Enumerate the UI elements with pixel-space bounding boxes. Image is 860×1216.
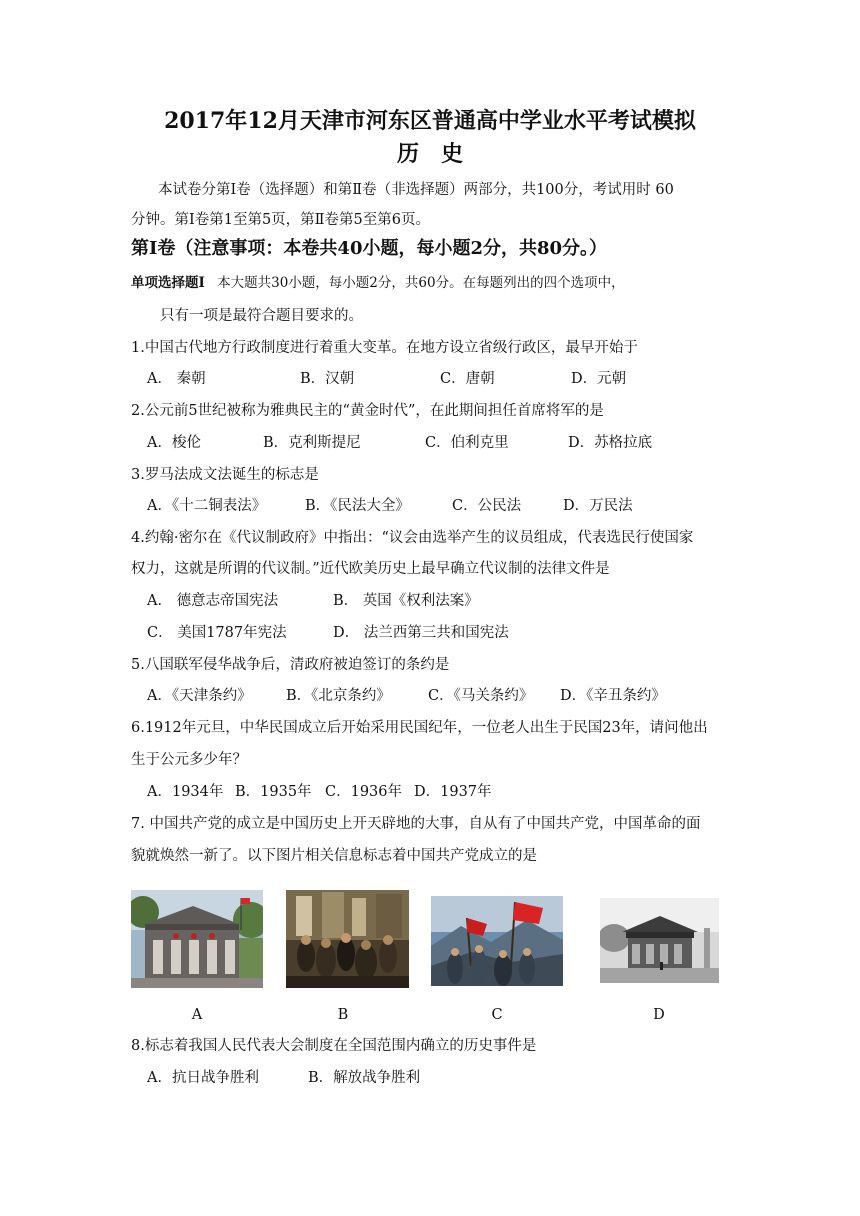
q5-option-a[interactable]: A．《天津条约》	[147, 688, 252, 704]
question-4-stem-1: 4.约翰·密尔在《代议制政府》中指出：“议会由选举产生的议员组成，代表选民行使国家	[131, 530, 694, 546]
q6-option-a[interactable]: A．1934年	[147, 784, 224, 800]
q8-option-a[interactable]: A．抗日战争胜利	[147, 1070, 259, 1086]
q1-option-c[interactable]: C．唐朝	[440, 371, 495, 387]
q3-option-c[interactable]: C．公民法	[452, 498, 522, 514]
q2-option-c[interactable]: C．伯利克里	[425, 435, 509, 451]
q2-option-d[interactable]: D．苏格拉底	[568, 435, 653, 451]
q4-option-b[interactable]: B． 英国《权利法案》	[333, 593, 479, 609]
q5-option-c[interactable]: C．《马关条约》	[428, 688, 534, 704]
part-label: 单项选择题Ⅰ	[131, 275, 205, 291]
q5-option-b[interactable]: B．《北京条约》	[286, 688, 391, 704]
question-7-stem-2: 貌就焕然一新了。以下图片相关信息标志着中国共产党成立的是	[131, 848, 537, 864]
q6-option-b[interactable]: B．1935年	[235, 784, 312, 800]
part-desc-2: 只有一项是最符合题目要求的。	[160, 308, 363, 324]
section-heading: 第Ⅰ卷（注意事项：本卷共40小题，每小题2分，共80分。）	[131, 238, 608, 259]
q8-option-b[interactable]: B．解放战争胜利	[308, 1070, 421, 1086]
question-2-stem: 2.公元前5世纪被称为雅典民主的“黄金时代”，在此期间担任首席将军的是	[131, 403, 604, 419]
photo-c-caption: C	[491, 1007, 503, 1023]
q4-option-d[interactable]: D． 法兰西第三共和国宪法	[333, 625, 509, 641]
q3-option-b[interactable]: B．《民法大全》	[305, 498, 410, 514]
photo-b-crowd-scene[interactable]	[286, 890, 409, 988]
q3-option-d[interactable]: D．万民法	[563, 498, 633, 514]
photo-c-red-flag-painting[interactable]	[431, 896, 563, 986]
part-desc-1: 本大题共30小题，每小题2分，共60分。在每题列出的四个选项中，	[217, 275, 625, 291]
question-3-stem: 3.罗马法成文法诞生的标志是	[131, 467, 319, 483]
question-7-stem-1: 7. 中国共产党的成立是中国历史上开天辟地的大事，自从有了中国共产党，中国革命的面	[131, 816, 701, 832]
subject-title: 历 史	[396, 141, 463, 167]
q6-option-d[interactable]: D．1937年	[414, 784, 492, 800]
photo-b-caption: B	[337, 1007, 349, 1023]
photo-d-historic-building[interactable]	[600, 898, 719, 983]
part-description	[131, 273, 625, 293]
q2-option-a[interactable]: A．梭伦	[147, 435, 201, 451]
q5-option-d[interactable]: D．《辛丑条约》	[560, 688, 666, 704]
question-8-stem: 8.标志着我国人民代表大会制度在全国范围内确立的历史事件是	[131, 1038, 537, 1054]
question-4-stem-2: 权力，这就是所谓的代议制。”近代欧美历史上最早确立代议制的法律文件是	[131, 561, 610, 577]
question-5-stem: 5.八国联军侵华战争后，清政府被迫签订的条约是	[131, 657, 450, 673]
intro-line-2: 分钟。第Ⅰ卷第1至第5页，第Ⅱ卷第5至第6页。	[131, 212, 430, 228]
q1-option-d[interactable]: D．元朝	[571, 371, 627, 387]
question-6-stem-2: 生于公元多少年？	[131, 752, 247, 768]
question-6-stem-1: 6.1912年元旦，中华民国成立后开始采用民国纪年，一位老人出生于民国23年，请问他出	[131, 720, 708, 736]
q3-option-a[interactable]: A．《十二铜表法》	[147, 498, 267, 514]
photo-a-caption: A	[191, 1007, 203, 1023]
intro-line-1: 本试卷分第Ⅰ卷（选择题）和第Ⅱ卷（非选择题）两部分，共100分，考试用时 60	[158, 182, 674, 198]
photo-d-caption: D	[653, 1007, 665, 1023]
q4-option-c[interactable]: C． 美国1787年宪法	[147, 625, 287, 641]
photo-a-memorial-hall[interactable]	[131, 890, 263, 988]
q2-option-b[interactable]: B．克利斯提尼	[263, 435, 361, 451]
question-1-stem: 1.中国古代地方行政制度进行着重大变革。在地方设立省级行政区，最早开始于	[131, 340, 638, 356]
q1-option-a[interactable]: A． 秦朝	[147, 371, 206, 387]
exam-title: 2017年12月天津市河东区普通高中学业水平考试模拟	[164, 108, 696, 134]
q6-option-c[interactable]: C．1936年	[325, 784, 402, 800]
q4-option-a[interactable]: A． 德意志帝国宪法	[147, 593, 279, 609]
q1-option-b[interactable]: B．汉朝	[300, 371, 355, 387]
